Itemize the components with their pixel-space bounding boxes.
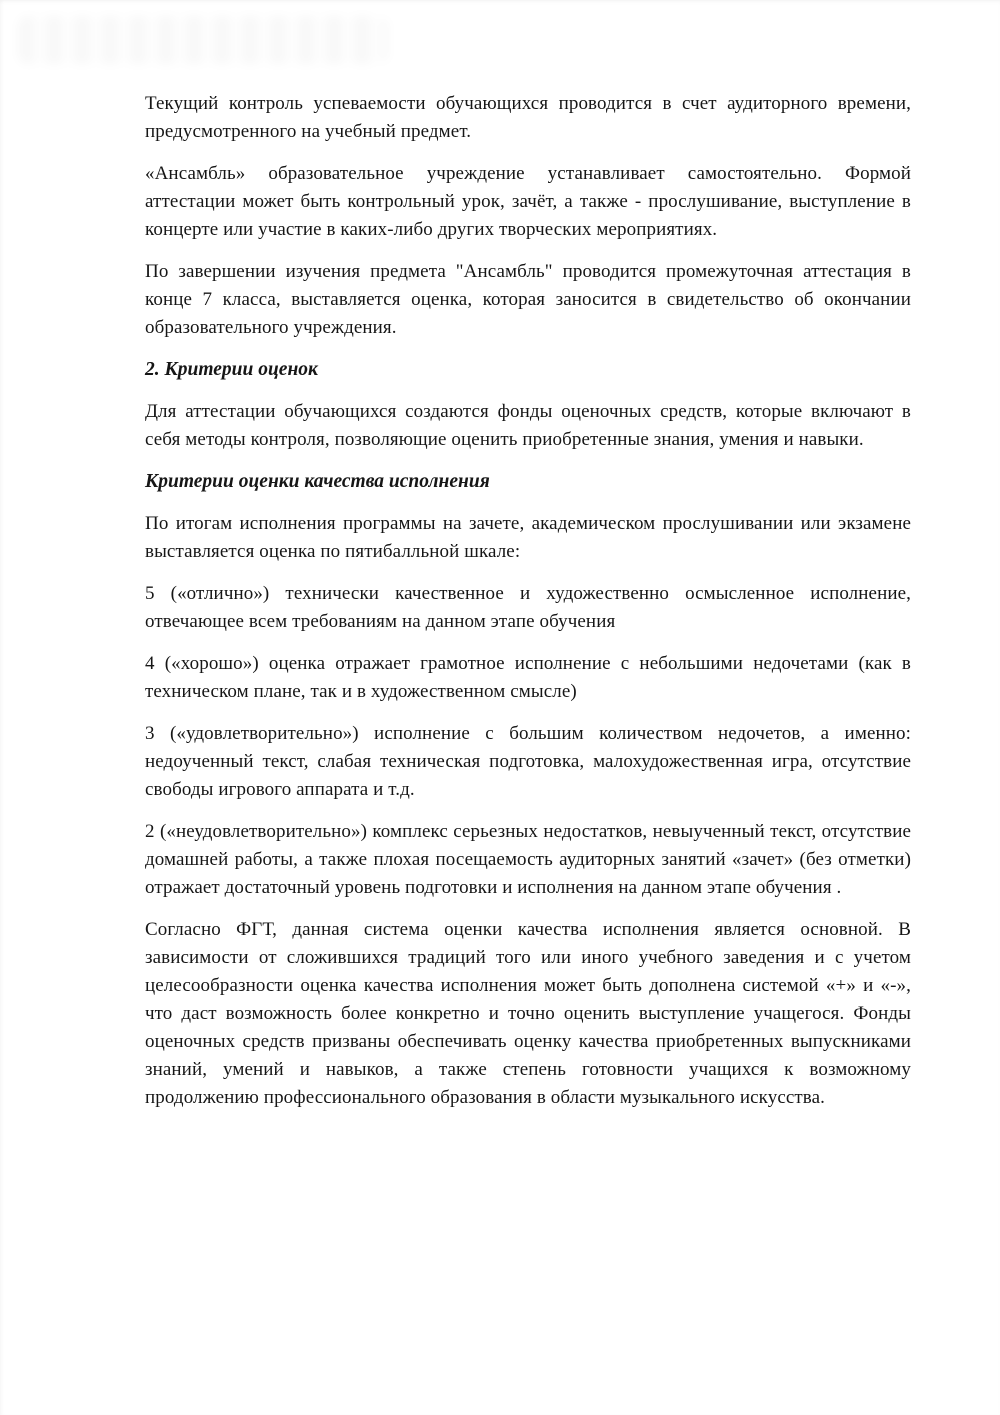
paragraph-fgt-grading-system: Согласно ФГТ, данная система оценки качества исполнения является основной. В зависимости от сложившихся традиций того или иного учебного заведения и с учетом целесообразности оценка качества исполнения может быть дополнена системой «+» и «-», что даст возможность более конкретно и точно оценить выступление учащегося. Фонды оценочных средств призваны обеспечивать оценку качества приобретенных выпускниками знаний, умений и навыков, а также степень готовности учащихся к возможному продолжению профессионального образования в области музыкального искусства. [145,919,911,1108]
paragraph-ensemble-attestation-forms: «Ансамбль» образовательное учреждение устанавливает самостоятельно. Формой аттестации может быть контрольный урок, зачёт, а также - прослушивание, выступление в концерте или участие в каких-либо других творческих мероприятиях. [145,163,911,240]
paragraph-final-attestation: По завершении изучения предмета "Ансамбль" проводится промежуточная аттестация в конце 7 класса, выставляется оценка, которая заносится в свидетельство об окончании образовательного учреждения. [145,261,911,338]
heading-grading-criteria: 2. Критерии оценок [145,359,318,380]
grade-item-3-satisfactory: 3 («удовлетворительно») исполнение с большим количеством недочетов, а именно: недоученный текст, слабая техническая подготовка, малохудожественная игра, отсутствие свободы игрового аппарата и т.д. [145,723,911,800]
grade-item-4-good: 4 («хорошо») оценка отражает грамотное исполнение с небольшими недочетами (как в техническом плане, так и в художественном смысле) [145,653,911,702]
paragraph-assessment-funds: Для аттестации обучающихся создаются фонды оценочных средств, которые включают в себя методы контроля, позволяющие оценить приобретенные знания, умения и навыки. [145,401,911,450]
grade-item-5-excellent: 5 («отлично») технически качественное и художественно осмысленное исполнение, отвечающее всем требованиям на данном этапе обучения [145,583,911,632]
scan-smudge-artifact [18,16,388,64]
document-text-block [145,90,911,1126]
grade-item-2-unsatisfactory: 2 («неудовлетворительно») комплекс серьезных недостатков, невыученный текст, отсутствие домашней работы, а также плохая посещаемость аудиторных занятий «зачет» (без отметки) отражает достаточный уровень подготовки и исполнения на данном этапе обучения . [145,821,911,898]
paragraph-five-point-scale: По итогам исполнения программы на зачете, академическом прослушивании или экзамене выставляется оценка по пятибалльной шкале: [145,513,911,562]
paragraph-current-control: Текущий контроль успеваемости обучающихся проводится в счет аудиторного времени, предусмотренного на учебный предмет. [145,93,911,142]
heading-performance-quality-criteria: Критерии оценки качества исполнения [145,471,490,492]
